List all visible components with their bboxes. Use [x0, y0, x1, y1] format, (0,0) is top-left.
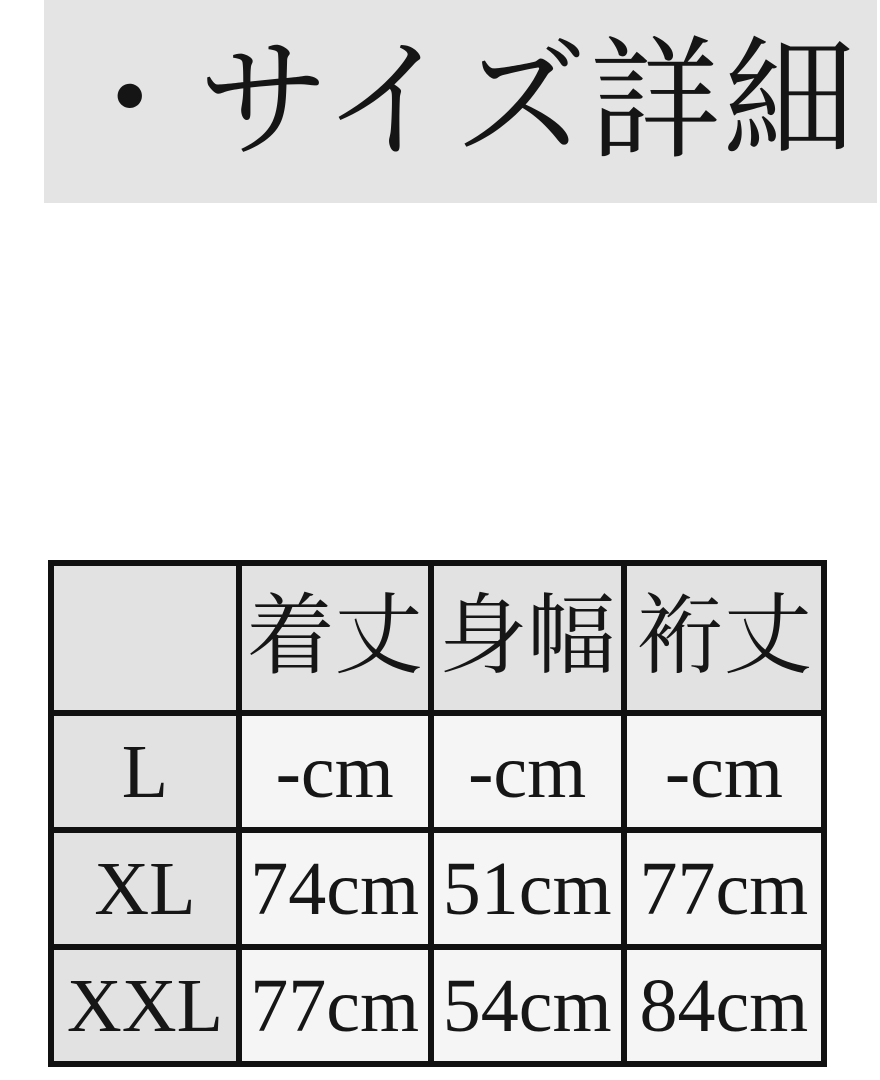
size-cell: 84cm [624, 947, 824, 1064]
row-header-xl: XL [51, 830, 239, 947]
col-header-empty [51, 563, 239, 713]
col-header-sleeve-length: 裄丈 [624, 563, 824, 713]
size-cell: 54cm [431, 947, 624, 1064]
size-cell: 74cm [239, 830, 431, 947]
size-table [48, 560, 827, 1067]
table-row-xxl [51, 947, 824, 1064]
size-cell: -cm [239, 713, 431, 830]
table-row-xl [51, 830, 824, 947]
row-header-l: L [51, 713, 239, 830]
size-cell: 77cm [239, 947, 431, 1064]
size-cell: 77cm [624, 830, 824, 947]
section-title-banner [44, 0, 877, 203]
size-cell: 51cm [431, 830, 624, 947]
size-cell: -cm [431, 713, 624, 830]
col-header-body-length: 着丈 [239, 563, 431, 713]
row-header-xxl: XXL [51, 947, 239, 1064]
page-title: ・サイズ詳細 [63, 27, 858, 175]
table-row-l [51, 713, 824, 830]
col-header-body-width: 身幅 [431, 563, 624, 713]
table-header-row [51, 563, 824, 713]
size-cell: -cm [624, 713, 824, 830]
